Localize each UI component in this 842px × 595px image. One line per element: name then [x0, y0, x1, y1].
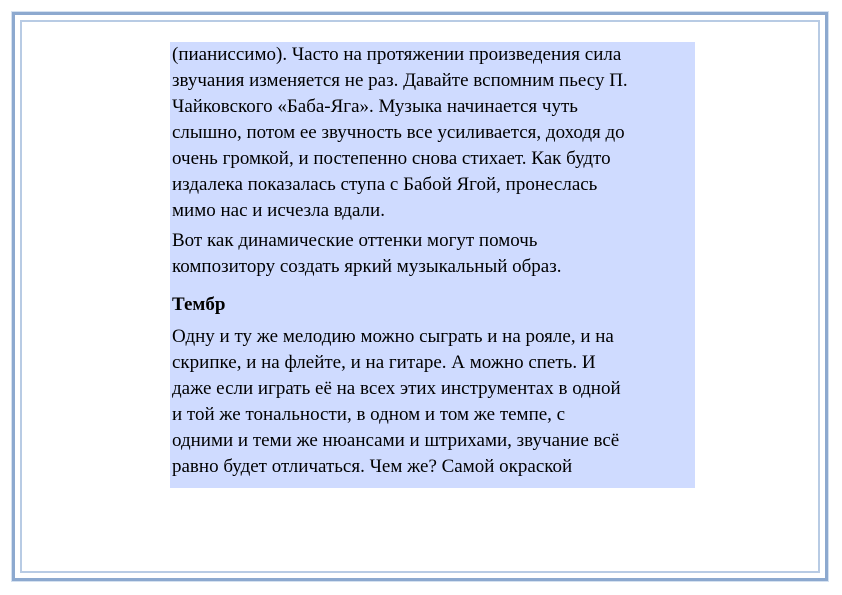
paragraph-timbre — [172, 324, 695, 480]
text-line: издалека показалась ступа с Бабой Ягой, пронеслась — [172, 174, 598, 195]
text-line: очень громкой, и постепенно снова стихает. Как будто — [172, 148, 611, 169]
paragraph-conclusion — [172, 228, 695, 280]
text-line: Одну и ту же мелодию можно сыграть и на рояле, и на — [172, 326, 614, 347]
text-line: равно будет отличаться. Чем же? Самой окраской — [172, 456, 573, 477]
text-line: (пианиссимо). Часто на протяжении произведения сила — [172, 44, 622, 65]
text-line: Чайковского «Баба-Яга». Музыка начинается чуть — [172, 96, 578, 117]
text-line: мимо нас и исчезла вдали. — [172, 200, 385, 221]
paragraph-dynamics — [172, 42, 695, 224]
text-line: слышно, потом ее звучность все усиливается, доходя до — [172, 122, 625, 143]
text-line: и той же тональности, в одном и том же темпе, с — [172, 404, 566, 425]
text-line: Вот как динамические оттенки могут помочь — [172, 230, 538, 251]
text-box — [170, 42, 695, 488]
text-line: даже если играть её на всех этих инструментах в одной — [172, 378, 621, 399]
text-line: скрипке, и на флейте, и на гитаре. А можно спеть. И — [172, 352, 596, 373]
text-line: композитору создать яркий музыкальный образ. — [172, 256, 562, 277]
text-line: одними и теми же нюансами и штрихами, звучание всё — [172, 430, 620, 451]
text-line: звучания изменяется не раз. Давайте вспомним пьесу П. — [172, 70, 628, 91]
section-heading-timbre: Тембр — [172, 294, 226, 315]
